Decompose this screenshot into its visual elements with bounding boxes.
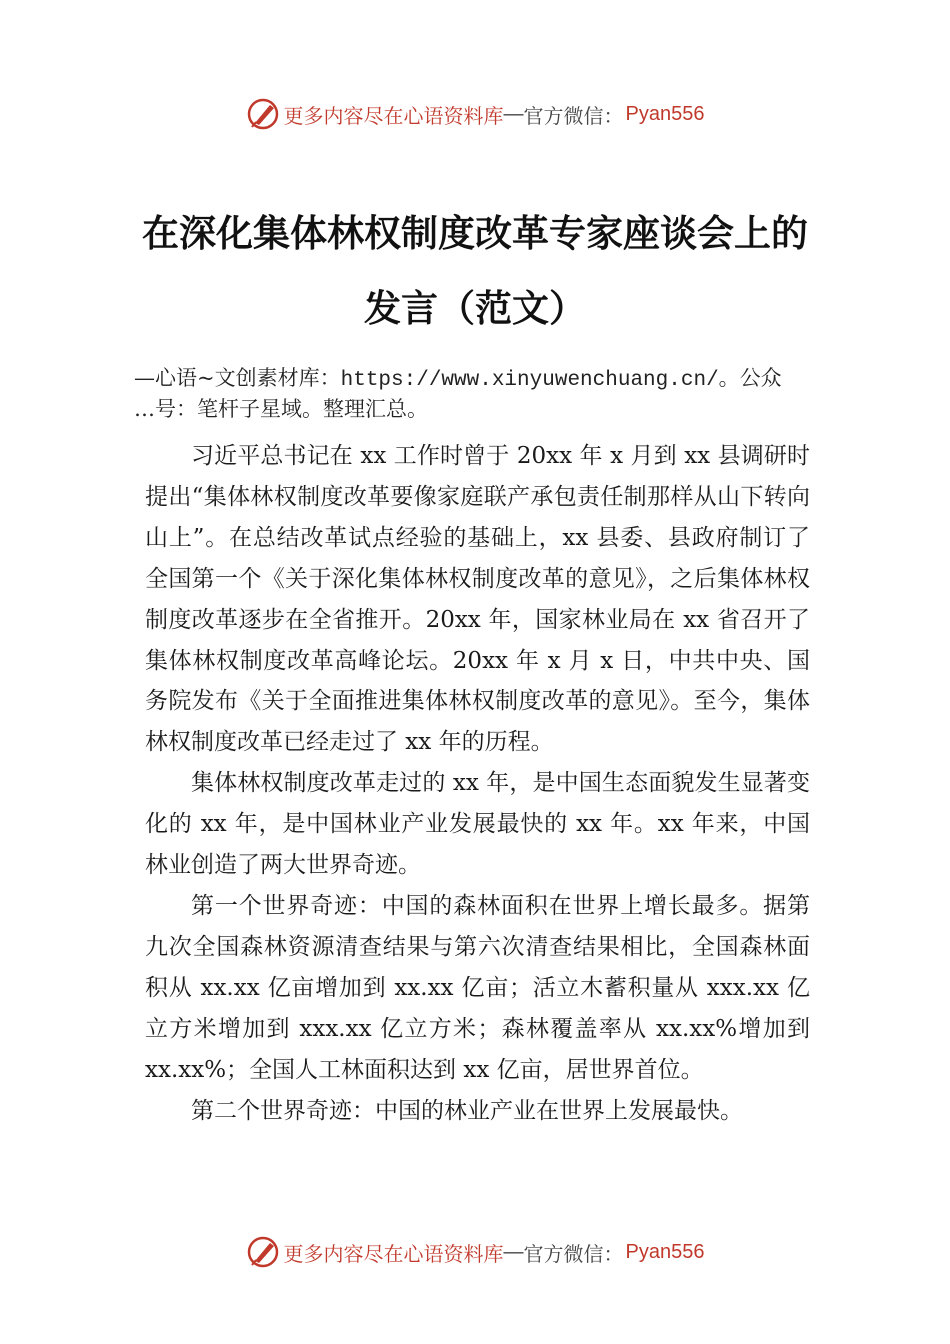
source-url: https://www.xinyuwenchuang.cn/ — [340, 369, 719, 392]
watermark-wechat-label: 官方微信： — [523, 103, 624, 128]
document-title-line1: 在深化集体林权制度改革专家座谈会上的 — [142, 211, 808, 255]
watermark-wechat-label: 官方微信： — [523, 1241, 624, 1266]
watermark-text: 更多内容尽在心语资料库 — [283, 103, 504, 128]
paragraph: 集体林权制度改革走过的 xx 年，是中国生态面貌发生显著变化的 xx 年，是中国林业产业发展最快的 xx 年。xx 年来，中国林业创造了两大世界奇迹。 — [145, 770, 810, 879]
pen-logo-icon — [246, 97, 280, 131]
paragraph: 第二个世界奇迹：中国的林业产业在世界上发展最快。 — [191, 1097, 743, 1124]
source-line2: …号：笔杆子星域。整理汇总。 — [134, 397, 428, 421]
pen-logo-icon — [246, 1235, 280, 1269]
document-title-line2: 发言（范文） — [364, 286, 586, 330]
source-suffix: 。公众 — [718, 366, 782, 390]
footer-watermark — [0, 1232, 950, 1272]
source-prefix: —心语~文创素材库： — [134, 366, 341, 390]
paragraph: 习近平总书记在 xx 工作时曾于 20xx 年 x 月到 xx 县调研时提出“集体林权制度改革要像家庭联产承包责任制那样从山下转向山上”。在总结改革试点经验的基础上，xx 县委、县政府制订了全国第一个《关于深化集体林权制度改革的意见》，之后集体林权制度改革逐步在全省推开。20xx 年，国家林业局在 xx 省召开了集体林权制度改革高峰论坛。20xx 年 x 月 x 日，中共中央、国务院发布《关于全面推进集体林权制度改革的意见》。至今，集体林权制度改革已经走过了 xx 年的历程。 — [145, 443, 810, 756]
watermark-wechat-id: Pyan556 — [625, 102, 705, 125]
watermark-wechat-id: Pyan556 — [625, 1240, 705, 1263]
document-body — [145, 436, 810, 1131]
watermark-separator: — — [503, 102, 524, 125]
watermark-separator: — — [503, 1240, 524, 1263]
header-watermark — [0, 94, 950, 134]
source-note — [134, 364, 844, 424]
paragraph: 第一个世界奇迹：中国的森林面积在世界上增长最多。据第九次全国森林资源清查结果与第六次清查结果相比，全国森林面积从 xx.xx 亿亩增加到 xx.xx 亿亩；活立木蓄积量从 xxx.xx 亿立方米增加到 xxx.xx 亿立方米；森林覆盖率从 xx.xx%增加到 xx.xx%；全国人工林面积达到 xx 亿亩，居世界首位。 — [145, 892, 810, 1083]
watermark-text: 更多内容尽在心语资料库 — [283, 1241, 504, 1266]
source-line1 — [134, 364, 844, 395]
